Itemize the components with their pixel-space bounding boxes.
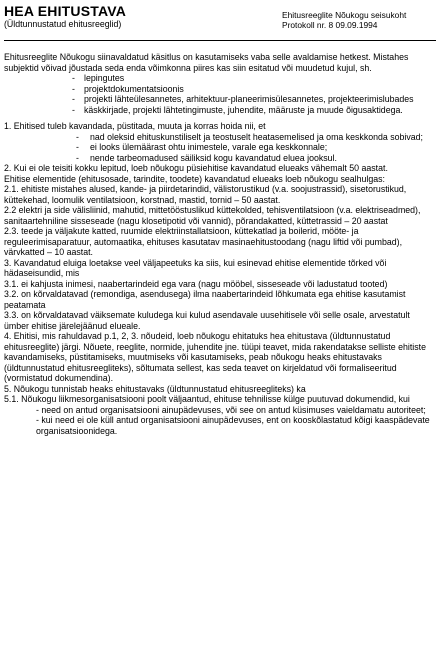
section-1: 1. Ehitised tuleb kavandada, püstitada, muuta ja korras hoida nii, et <box>4 121 266 131</box>
list-item: - ei looks ülemäärast ohtu inimestele, varale ega keskkonnale; <box>4 142 436 153</box>
section-2-intro: Ehitise elementide (ehitusosade, tarindite, toodete) kavandatud elueaks loeb nõukogu sealhulgas: <box>4 173 385 184</box>
intro-list <box>4 73 436 115</box>
section-1-list <box>4 132 436 164</box>
list-item: - nad oleksid ehituskunstiliselt ja teostuselt heatasemelised ja oma keskkonda sobivad; <box>4 132 436 143</box>
protocol-number-date: Protokoll nr. 8 09.09.1994 <box>282 20 378 30</box>
section-3-1: 3.1. ei kahjusta inimesi, naabertarindeid ega vara (nagu mööbel, sisseseade või ladustatud tooted) <box>4 278 388 289</box>
section-3: 3. Kavandatud eluiga loetakse veel väljapeetuks ka siis, kui esinevad ehitise elementide tõrked või hädaseisundid, mis <box>4 257 387 278</box>
document-body <box>4 52 436 436</box>
section-5-1-item-b: - kui need ei ole küll antud organisatsiooni ainupädevuses, ent on kooskõlastatud kõigi kaaspädevate organisatsioonidega. <box>36 415 430 436</box>
list-item: - lepingutes <box>4 73 436 84</box>
document-header <box>4 3 126 29</box>
protocol-info <box>282 10 406 30</box>
intro-paragraph: Ehitusreeglite Nõukogu siinavaldatud käsitlus on kasutamiseks vaba selle avaldamise hetkest. Mistahes subjektid võivad jõustada seda enda võimkonna piires kas siin esitatud või muudetud kujul, sh. <box>4 52 409 73</box>
section-5-1-item-b-text: kui need ei ole küll antud organisatsiooni ainupädevuses, ent on kooskõlastatud kõigi kaaspädevate organisatsioonidega. <box>36 415 430 436</box>
section-5: 5. Nõukogu tunnistab heaks ehitustavaks (üldtunnustatud ehitusreegliteks) ka <box>4 383 306 394</box>
section-5-1: 5.1. Nõukogu liikmesorganisatsiooni poolt väljaantud, ehituse tehnilisse külge puutuvad dokumendid, kui <box>4 394 410 404</box>
section-2-2: 2.2 elektri ja side välisliinid, mahutid, mittetööstuslikud küttekolded, tehisventilatsioon (v.a. elektriseadmed), sanitaartehniline sisseseade (nagu klosetipotid või vannid), põrandakatted, küttetrassid – 20 aastat <box>4 205 421 226</box>
section-5-1-item-a: - need on antud organisatsiooni ainupädevuses, või see on antud küsimuses vaieldamatu autoriteet; <box>36 404 426 415</box>
list-item: - projektdokumentatsioonis <box>4 84 436 95</box>
section-2-1: 2.1. ehitiste mistahes alused, kande- ja piirdetarindid, välistorustikud (v.a. soojustrassid), sisetorustikud, küttekehad, loomulik ventilatsioon, korstnad, mastid, tornid – 50 aastat. <box>4 184 407 205</box>
list-item: - nende tarbeomadused säiliksid kogu kavandatud eluea jooksul. <box>4 153 436 164</box>
document-subtitle: (Üldtunnustatud ehitusreeglid) <box>4 19 122 29</box>
section-3-3: 3.3. on kõrvaldatavad väiksemate kuludega kui kulud asendavale uusehitisele või selle osale, arvestatult ümber ehitise järelejäänud elueale. <box>4 310 410 331</box>
section-2: 2. Kui ei ole teisiti kokku lepitud, loeb nõukogu püsiehitise kavandatud elueaks vähemalt 50 aastat. <box>4 163 388 173</box>
section-5-1-item-a-text: need on antud organisatsiooni ainupädevuses, või see on antud küsimuses vaieldamatu autoriteet; <box>41 404 426 415</box>
document-title: HEA EHITUSTAVA <box>4 3 127 19</box>
header-divider <box>4 40 436 41</box>
section-2-3: 2.3. teede ja väljakute katted, ruumide elektriinstallatsioon, küttekatlad ja boilerid, mööte- ja reguleerimisaparatuur, automaatika, ehituses kasutatav masinaehitustoodang (nagu liftid või pumbad), värvkatted – 10 aastat. <box>4 226 403 257</box>
section-3-2: 3.2. on kõrvaldatavad (remondiga, asendusega) ilma naabertarindeid lõhkumata ega ehitise kasutamist peatamata <box>4 289 406 310</box>
list-item: - käskkirjade, projekti lähtetingimuste, juhendite, määruste ja muude õigusaktidega. <box>4 105 436 116</box>
protocol-issuer: Ehitusreeglite Nõukogu seisukoht <box>282 10 407 20</box>
list-item: - projekti lähteülesannetes, arhitektuur-planeerimisülesannetes, projekteerimislubades <box>4 94 436 105</box>
section-4: 4. Ehitisi, mis rahuldavad p.1, 2, 3. nõudeid, loeb nõukogu ehitatuks hea ehitustava (üldtunnustatud ehitusreeglite) järgi. Nõuete, reeglite, normide, juhendite jne. tüüpi teavet, mida rakendatakse selliste ehitiste kavandamiseks, püstitamiseks, muutmiseks või kasutamiseks, peab nõukogu heaks ehitustavaks (üldtunnustatud ehitusreegliteks), sõltumata sellest, kas seda teavet on kirjeldatud või formaliseeritud (vormistatud dokumendina). <box>4 331 427 383</box>
